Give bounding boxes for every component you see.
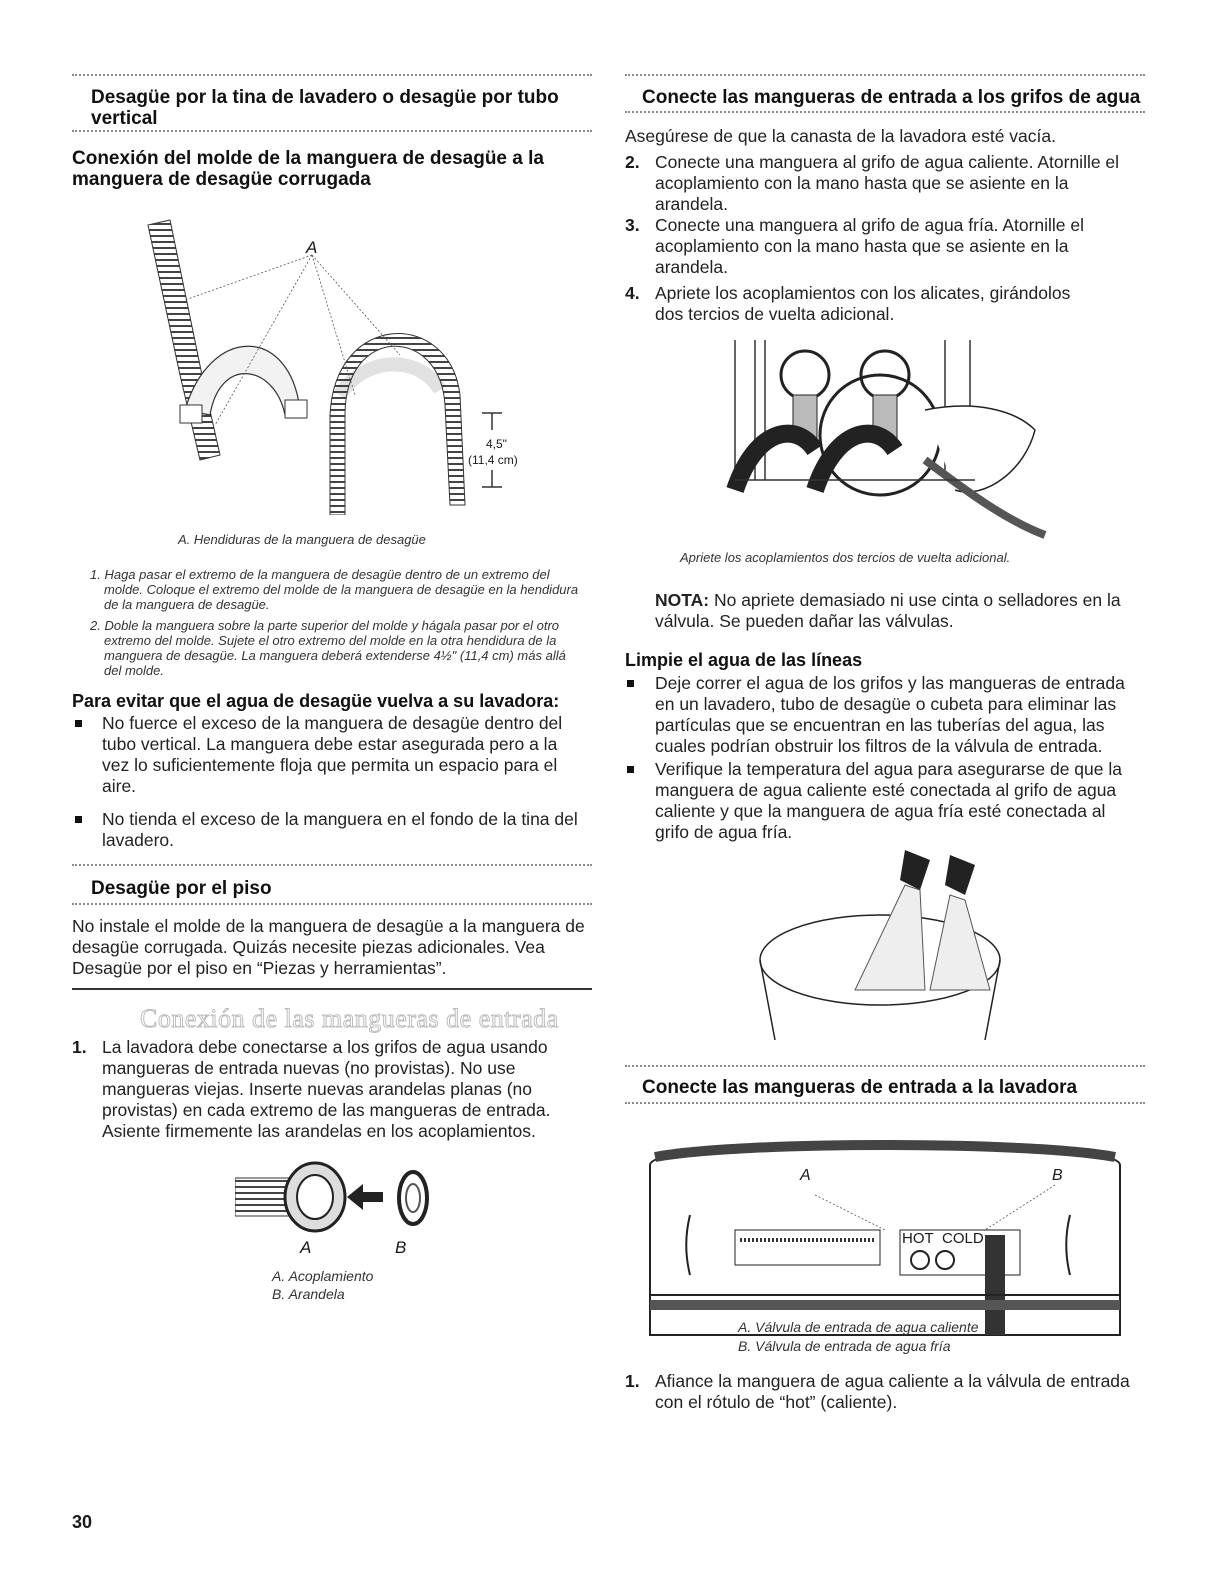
measurement-cm: (11,4 cm)	[468, 453, 518, 467]
caption-washer: B. Arandela	[272, 1286, 345, 1302]
step-number: 2.	[625, 152, 640, 172]
washer-inlet-valves-figure	[640, 1135, 1130, 1340]
divider	[625, 1102, 1145, 1104]
caption-cold-valve: B. Válvula de entrada de agua fría	[738, 1338, 951, 1354]
bullet-icon	[75, 816, 82, 823]
note-text: No apriete demasiado ni use cinta o selladores en la válvula. Se pueden dañar las válvulas.	[655, 590, 1121, 631]
caption-hot-valve: A. Válvula de entrada de agua caliente	[738, 1319, 979, 1335]
section-title-connect-washer: Conecte las mangueras de entrada a la lavadora	[642, 1077, 1078, 1098]
fig-label-b: B	[1052, 1167, 1063, 1184]
bucket-figure	[755, 840, 1015, 1050]
subsection-title-drain-form: Conexión del molde de la manguera de desagüe a la manguera de desagüe corrugada	[72, 148, 544, 190]
instruction-step-2: 2. Doble la manguera sobre la parte superior del molde y hágala pasar por el otro extremo del molde. Sujete el otro extremo del molde en la otra hendidura de la manguera de desagüe. La manguera deberá extenderse 4½" (11,4 cm) más allá del molde.	[90, 618, 566, 678]
section-title-connect-faucets: Conecte las mangueras de entrada a los grifos de agua	[642, 87, 1141, 108]
faucet-pliers-figure	[725, 340, 1055, 540]
fig-label-a: A	[300, 1238, 312, 1257]
bullet-icon	[75, 720, 82, 727]
step-number: 1.	[72, 1037, 87, 1057]
divider	[72, 903, 592, 905]
section-heading-inlet-hoses: Conexión de las mangueras de entrada	[140, 1004, 559, 1033]
bullet-text: Verifique la temperatura del agua para asegurarse de que la manguera de agua caliente esté conectada al grifo de agua caliente y que la manguera de agua fría esté conectada al grifo de agua fría.	[655, 759, 1122, 842]
section-title-tub-drain: Desagüe por la tina de lavadero o desagüe por tubo vertical	[91, 87, 559, 129]
fig-label-b: B	[395, 1238, 407, 1257]
divider	[625, 1065, 1145, 1067]
instruction-step-1: 1. Haga pasar el extremo de la manguera de desagüe dentro de un extremo del molde. Coloque el extremo del molde de la manguera de desagüe en la hendidura de la manguera de desagüe.	[90, 567, 579, 612]
drain-hose-form-figure	[140, 215, 560, 515]
fig-label-a: A	[800, 1167, 811, 1184]
caption-coupling: A. Acoplamiento	[272, 1268, 374, 1284]
divider	[72, 130, 592, 132]
fig-label-a: A	[306, 238, 318, 257]
cold-label: COLD	[942, 1230, 984, 1247]
step-text: Apriete los acoplamientos con los alicates, girándolos dos tercios de vuelta adicional.	[655, 283, 1071, 324]
bullet-text: No tienda el exceso de la manguera en el fondo de la tina del lavadero.	[102, 809, 578, 850]
step-number: 1.	[625, 1371, 640, 1391]
section-title-floor-drain: Desagüe por el piso	[91, 878, 272, 899]
bullet-icon	[627, 680, 634, 687]
step-text: Conecte una manguera al grifo de agua fría. Atornille el acoplamiento con la mano hasta que se asiente en la arandela.	[655, 215, 1085, 277]
page-number: 30	[72, 1512, 93, 1532]
divider	[625, 74, 1145, 76]
intro-text: Asegúrese de que la canasta de la lavadora esté vacía.	[625, 126, 1056, 146]
divider	[72, 864, 592, 866]
step-text: Afiance la manguera de agua caliente a la válvula de entrada con el rótulo de “hot” (caliente).	[655, 1371, 1130, 1412]
divider	[625, 111, 1145, 113]
hot-label: HOT	[902, 1230, 934, 1247]
step-number: 4.	[625, 283, 640, 303]
bullet-text: Deje correr el agua de los grifos y las mangueras de entrada en un lavadero, tubo de desagüe o cubeta para eliminar las partículas que se encuentran en las tuberías del agua, las cuales podrían obstruir los filtros de la válvula de entrada.	[655, 673, 1125, 756]
measurement-inches: 4,5"	[486, 437, 507, 451]
fig-caption: A. Hendiduras de la manguera de desagüe	[178, 532, 426, 547]
step-text: La lavadora debe conectarse a los grifos de agua usando mangueras de entrada nuevas (no provistas). No use mangueras viejas. Inserte nuevas arandelas planas (no provistas) en cada extremo de las mangueras de entrada. Asiente firmemente las arandelas en los acoplamientos.	[102, 1037, 551, 1141]
note	[655, 590, 1135, 632]
section-title-flush-lines: Limpie el agua de las líneas	[625, 650, 863, 670]
note-label: NOTA:	[655, 590, 710, 610]
floor-drain-text: No instale el molde de la manguera de desagüe a la manguera de desagüe corrugada. Quizás necesite piezas adicionales. Vea Desagüe por el piso en “Piezas y herramientas”.	[72, 916, 585, 978]
bullet-text: No fuerce el exceso de la manguera de desagüe dentro del tubo vertical. La manguera debe estar asegurada pero a la vez lo suficientemente floja que permita un espacio para el aire.	[102, 713, 563, 796]
step-text: Conecte una manguera al grifo de agua caliente. Atornille el acoplamiento con la mano hasta que se asiente en la arandela.	[655, 152, 1120, 214]
fig-caption: Apriete los acoplamientos dos tercios de vuelta adicional.	[680, 550, 1011, 565]
divider	[72, 74, 592, 76]
section-rule	[72, 988, 592, 990]
prevent-backflow-title: Para evitar que el agua de desagüe vuelva a su lavadora:	[72, 691, 560, 711]
step-number: 3.	[625, 215, 640, 235]
bullet-icon	[627, 766, 634, 773]
coupling-washer-figure	[235, 1160, 435, 1240]
